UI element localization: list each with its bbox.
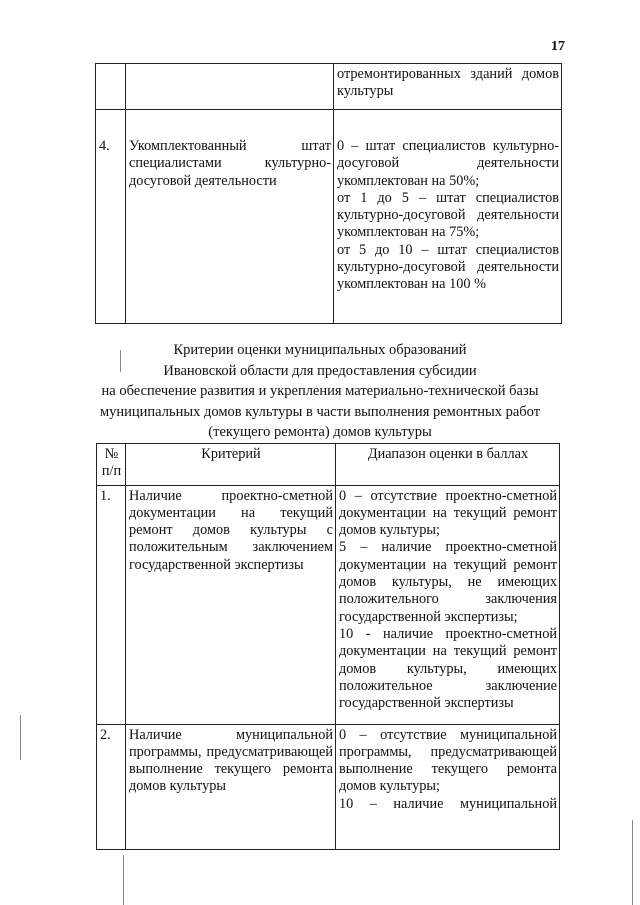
title-line: Критерии оценки муниципальных образований — [173, 342, 467, 358]
row-number: 1. — [97, 485, 126, 724]
table-row — [97, 724, 560, 849]
range-text: от 5 до 10 – штат специалистов культурно-досуговой деятельности укомплектован на 100 % — [337, 241, 559, 293]
scan-artifact — [20, 715, 21, 760]
row-number — [96, 64, 126, 110]
range-text: от 1 до 5 – штат специалистов культурно-досуговой деятельности укомплектован на 75%; — [337, 189, 559, 241]
table-row — [96, 64, 562, 110]
range-text: 10 – наличие муниципальной — [339, 795, 557, 812]
criterion-cell: Наличие проектно-сметной документации на текущий ремонт домов культуры с положительным заключением государственной экспертизы — [126, 485, 336, 724]
table-row — [96, 110, 562, 324]
range-cell — [336, 724, 560, 849]
page-number: 17 — [551, 39, 565, 54]
row-number: 2. — [97, 724, 126, 849]
scan-artifact — [123, 855, 124, 905]
row-number-text: 4. — [99, 138, 110, 154]
range-text: 10 - наличие проектно-сметной документации на текущий ремонт домов культуры, имеющих положительное заключение государственной экспертизы — [339, 625, 557, 712]
range-text: 5 – наличие проектно-сметной документации на текущий ремонт домов культуры, не имеющих положительного заключения государственной экспертизы; — [339, 539, 557, 625]
criterion-cell: Наличие муниципальной программы, предусматривающей выполнение текущего ремонта домов культуры — [126, 724, 336, 849]
header-criterion: Критерий — [126, 444, 336, 486]
title-line: Ивановской области для предоставления субсидии — [163, 362, 477, 379]
range-text: 0 – штат специалистов культурно-досуговой деятельности укомплектован на 50%; — [337, 138, 559, 189]
range-cell — [334, 110, 562, 324]
continued-criteria-table — [95, 63, 562, 324]
criteria-table — [96, 443, 560, 850]
criterion-cell — [126, 64, 334, 110]
range-text: 0 – отсутствие муниципальной программы, предусматривающей выполнение текущего ремонта домов культуры; — [339, 726, 557, 795]
header-range: Диапазон оценки в баллах — [336, 444, 560, 486]
range-text: отремонтированных зданий домов культуры — [337, 66, 559, 100]
criterion-cell — [126, 110, 334, 324]
title-line: муниципальных домов культуры в части выполнения ремонтных работ — [99, 403, 541, 420]
criterion-text: Укомплектованный штат специалистами культурно-досуговой деятельности — [129, 138, 331, 189]
range-text: 0 – отсутствие проектно-сметной документации на текущий ремонт домов культуры; — [339, 487, 557, 539]
row-number — [96, 110, 126, 324]
section-title — [60, 340, 580, 443]
title-line: (текущего ремонта) домов культуры — [208, 424, 432, 440]
table-header-row — [97, 444, 560, 486]
title-line: на обеспечение развития и укрепления материально-технической базы — [101, 383, 539, 399]
range-cell — [336, 485, 560, 724]
scan-artifact — [632, 820, 633, 905]
table-row — [97, 485, 560, 724]
range-cell — [334, 64, 562, 110]
header-number: № п/п — [97, 444, 126, 486]
